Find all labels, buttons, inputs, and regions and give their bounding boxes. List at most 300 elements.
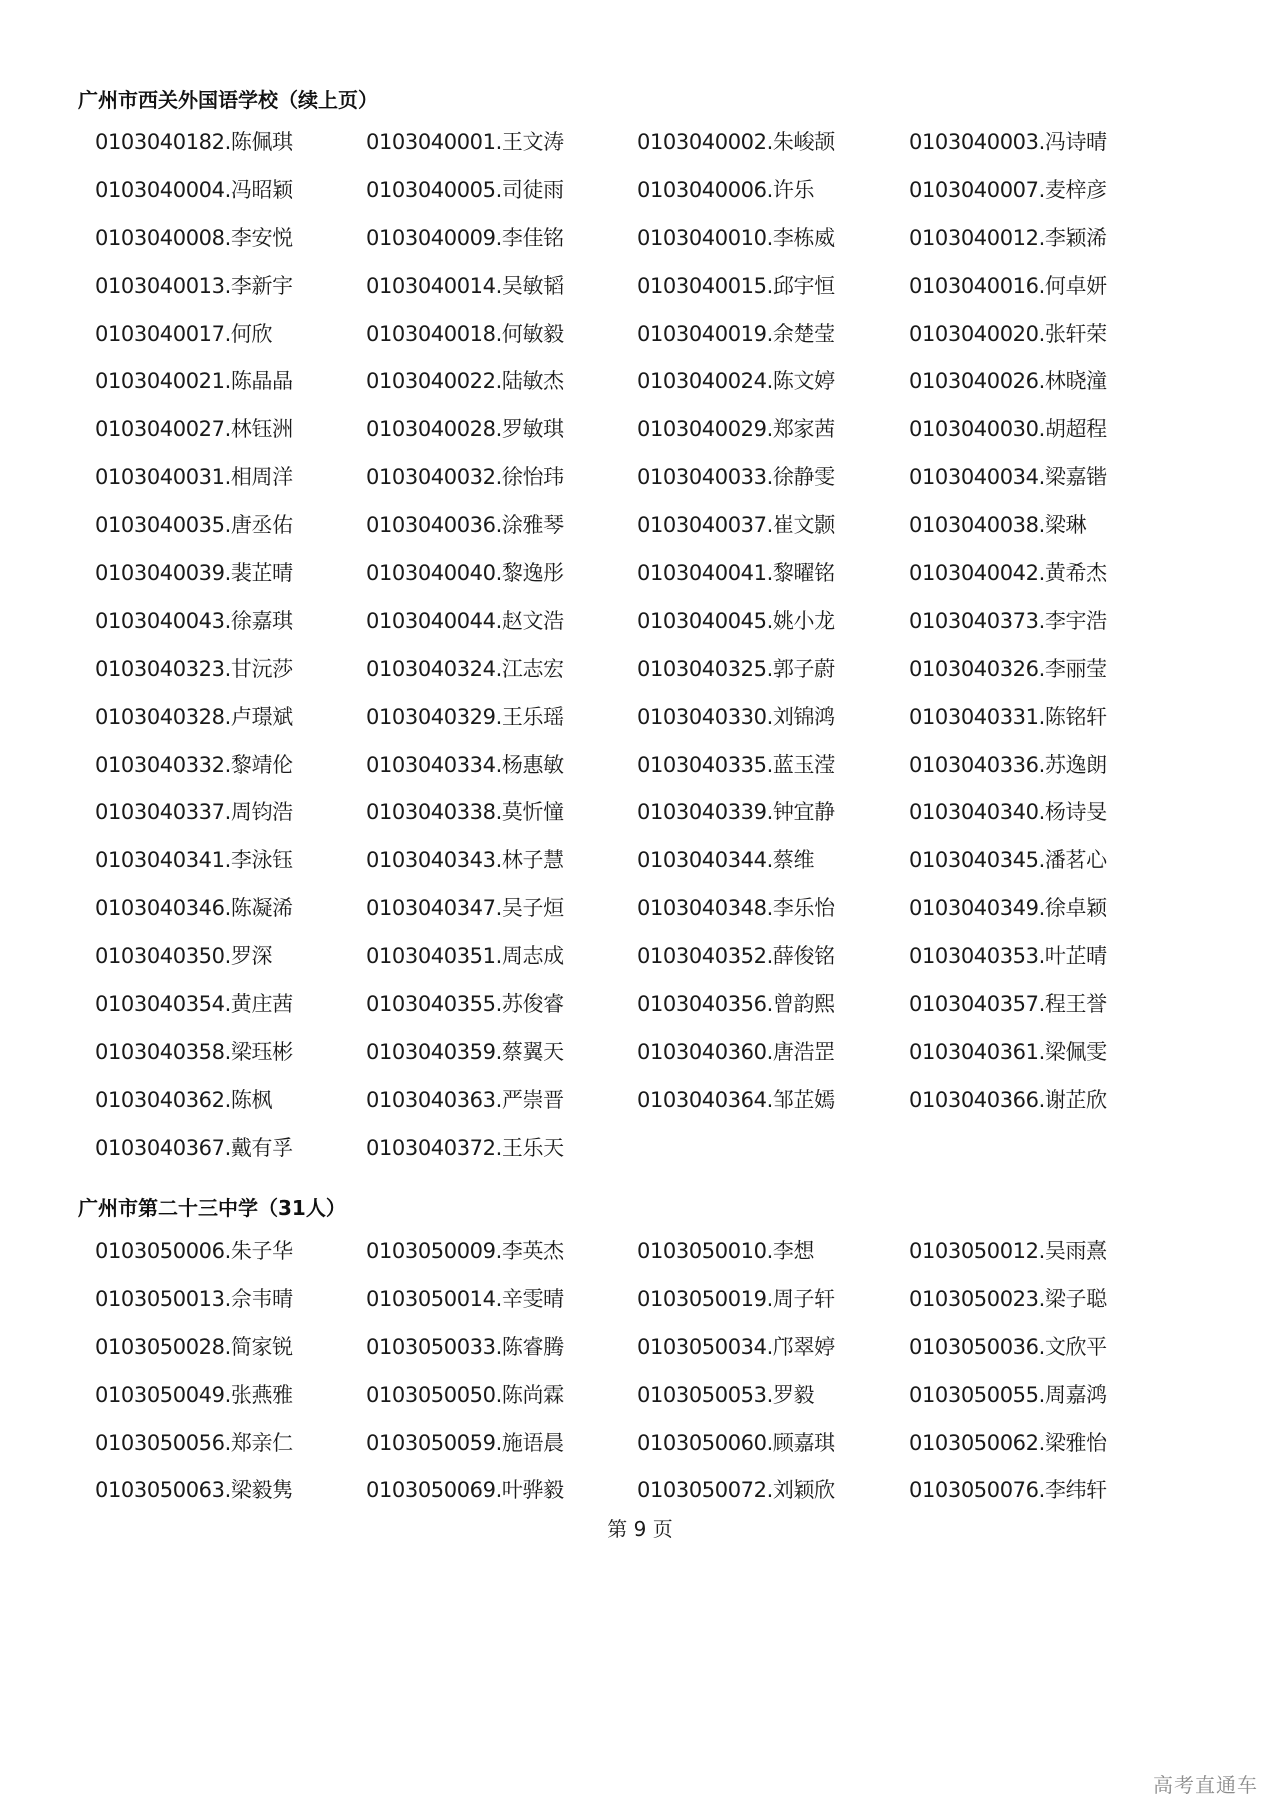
list-item [366,1037,637,1085]
student-id: 0103050010 [637,1239,767,1263]
separator-dot: . [766,992,773,1017]
list-item [95,175,366,223]
student-name: 陈睿腾 [501,1334,564,1359]
student-name: 罗毅 [772,1382,815,1407]
student-id: 0103040334 [366,752,496,777]
student-name: 谢芷欣 [1044,1087,1107,1112]
student-id: 0103050019 [637,1286,767,1311]
student-id: 0103040329 [366,704,496,729]
separator-dot: . [495,1135,502,1160]
student-name: 李宇浩 [1044,608,1107,633]
separator-dot: . [224,1430,231,1455]
student-name: 林钰洲 [230,417,293,442]
student-name: 陈佩琪 [230,130,293,154]
separator-dot: . [495,752,502,777]
separator-dot: . [224,321,231,346]
student-name: 何欣 [230,321,273,346]
student-name: 刘颖欣 [772,1478,835,1503]
list-item [95,750,366,798]
student-name: 杨惠敏 [501,752,564,777]
separator-dot: . [495,1478,502,1503]
separator-dot: . [495,417,502,442]
list-item [95,1037,366,1085]
separator-dot: . [766,1478,773,1503]
student-name: 刘锦鸿 [772,704,835,729]
student-id: 0103040044 [366,608,496,633]
separator-dot: . [766,800,773,825]
student-id: 0103040330 [637,704,767,729]
list-item [637,845,909,893]
student-name: 杨诗旻 [1044,800,1107,825]
student-id: 0103040021 [95,369,225,394]
separator-dot: . [766,1382,773,1407]
separator-dot: . [766,369,773,394]
list-item [909,414,1181,462]
page-number: 第 9 页 [607,1517,673,1541]
student-name: 徐嘉琪 [230,608,293,633]
student-id: 0103050033 [366,1334,496,1359]
student-name: 李丽莹 [1044,656,1107,681]
list-item [637,1284,909,1332]
list-item [366,462,637,510]
student-name: 周志成 [501,944,564,969]
separator-dot: . [224,177,231,202]
student-id: 0103040350 [95,944,225,969]
student-id: 0103040017 [95,321,225,346]
list-item [909,1332,1181,1380]
separator-dot: . [495,225,502,250]
student-name: 胡超程 [1044,417,1107,442]
student-id: 0103040351 [366,944,496,969]
student-id: 0103050059 [366,1430,496,1455]
list-item [909,1037,1181,1085]
student-name: 李颖浠 [1044,225,1107,250]
list-item [95,558,366,606]
student-name: 何卓妍 [1044,273,1107,298]
student-name: 梁珏彬 [230,1039,293,1064]
separator-dot: . [766,177,773,202]
separator-dot: . [495,608,502,633]
list-item [909,606,1181,654]
separator-dot: . [1038,321,1045,346]
separator-dot: . [495,992,502,1017]
list-item [366,127,637,175]
separator-dot: . [495,800,502,825]
list-item [95,1380,366,1428]
separator-dot: . [766,1286,773,1311]
list-item [95,893,366,941]
student-id: 0103040359 [366,1039,496,1064]
list-item [95,271,366,319]
student-name: 周钧浩 [230,800,293,825]
list-item [909,558,1181,606]
student-name: 严崇晋 [501,1087,564,1112]
student-name: 苏俊睿 [501,992,564,1017]
list-item [909,845,1181,893]
separator-dot: . [766,752,773,777]
list-item [366,223,637,271]
list-item [637,223,909,271]
student-name: 姚小龙 [772,608,835,633]
student-name: 徐卓颖 [1044,896,1107,921]
separator-dot: . [224,1135,231,1160]
separator-dot: . [224,417,231,442]
student-name: 薛俊铭 [772,944,835,969]
separator-dot: . [224,513,231,538]
separator-dot: . [1038,944,1045,969]
student-name: 蔡翼天 [501,1039,564,1064]
separator-dot: . [766,656,773,681]
student-id: 0103040362 [95,1087,225,1112]
student-name: 朱子华 [230,1239,293,1263]
list-item [637,654,909,702]
list-item [95,1085,366,1133]
separator-dot: . [766,848,773,873]
student-name: 陈文婷 [772,369,835,394]
student-id: 0103040042 [909,561,1039,586]
separator-dot: . [1038,273,1045,298]
student-name: 邱宇恒 [772,273,835,298]
separator-dot: . [766,465,773,490]
list-item [909,510,1181,558]
student-id: 0103040324 [366,656,496,681]
separator-dot: . [766,896,773,921]
student-id: 0103050076 [909,1478,1039,1503]
list-item [909,271,1181,319]
list-item [95,1332,366,1380]
list-item [637,462,909,510]
student-id: 0103040339 [637,800,767,825]
student-name: 莫忻憧 [501,800,564,825]
list-item [637,1380,909,1428]
separator-dot: . [766,1430,773,1455]
separator-dot: . [1038,465,1045,490]
separator-dot: . [1038,1478,1045,1503]
separator-dot: . [495,704,502,729]
student-name: 江志宏 [501,656,564,681]
separator-dot: . [1038,130,1045,154]
separator-dot: . [224,130,231,154]
student-id: 0103050055 [909,1382,1039,1407]
student-id: 0103040328 [95,704,225,729]
list-item [366,941,637,989]
separator-dot: . [495,321,502,346]
student-name: 黎曜铭 [772,561,835,586]
separator-dot: . [1038,656,1045,681]
student-id: 0103050028 [95,1334,225,1359]
list-item [637,797,909,845]
list-item [909,1380,1181,1428]
separator-dot: . [766,608,773,633]
student-id: 0103040326 [909,656,1039,681]
student-name: 李新宇 [230,273,293,298]
separator-dot: . [224,225,231,250]
separator-dot: . [1038,1334,1045,1359]
separator-dot: . [224,704,231,729]
student-name: 叶骅毅 [501,1478,564,1503]
list-item [95,941,366,989]
student-name: 涂雅琴 [501,513,564,538]
student-id: 0103040034 [909,465,1039,490]
separator-dot: . [224,561,231,586]
student-name: 陈尚霖 [501,1382,564,1407]
student-name: 陈枫 [230,1087,273,1112]
student-name: 梁雅怡 [1044,1430,1107,1455]
student-id: 0103040001 [366,130,496,154]
section-heading-xiguan-foreign-language-school: 广州市西关外国语学校（续上页） [78,88,378,112]
list-item [637,175,909,223]
student-id: 0103040032 [366,465,496,490]
student-name: 张轩荣 [1044,321,1107,346]
list-item [909,989,1181,1037]
student-name: 张燕雅 [230,1382,293,1407]
student-id: 0103050056 [95,1430,225,1455]
separator-dot: . [224,1478,231,1503]
separator-dot: . [224,1286,231,1311]
student-id: 0103040024 [637,369,767,394]
student-id: 0103040335 [637,752,767,777]
student-name: 周子轩 [772,1286,835,1311]
list-item [366,1133,637,1181]
list-item [909,1085,1181,1133]
list-item [95,366,366,414]
separator-dot: . [1038,704,1045,729]
student-name: 裴芷晴 [230,561,293,586]
student-name: 邹芷嫣 [772,1087,835,1112]
list-item [366,1332,637,1380]
student-name: 蔡维 [772,848,815,873]
student-name: 司徒雨 [501,177,564,202]
student-name: 黄庄茜 [230,992,293,1017]
student-name: 余楚莹 [772,321,835,346]
separator-dot: . [766,1039,773,1064]
separator-dot: . [766,561,773,586]
student-id: 0103040018 [366,321,496,346]
separator-dot: . [495,1430,502,1455]
list-item [95,797,366,845]
student-id: 0103040010 [637,225,767,250]
separator-dot: . [224,273,231,298]
separator-dot: . [1038,896,1045,921]
list-item [366,1085,637,1133]
student-id: 0103040355 [366,992,496,1017]
student-id: 0103050034 [637,1334,767,1359]
separator-dot: . [766,273,773,298]
separator-dot: . [495,1334,502,1359]
list-item [366,366,637,414]
list-item [366,271,637,319]
student-name: 蓝玉滢 [772,752,835,777]
student-name: 罗敏琪 [501,417,564,442]
separator-dot: . [224,800,231,825]
student-id: 0103040022 [366,369,496,394]
student-id: 0103040014 [366,273,496,298]
list-item [366,845,637,893]
student-id: 0103040041 [637,561,767,586]
student-name: 陈凝浠 [230,896,293,921]
student-id: 0103040358 [95,1039,225,1064]
separator-dot: . [1038,513,1045,538]
separator-dot: . [1038,561,1045,586]
student-id: 0103040030 [909,417,1039,442]
student-id: 0103050049 [95,1382,225,1407]
separator-dot: . [224,1239,231,1263]
list-item [637,127,909,175]
student-name: 吴雨熹 [1044,1239,1107,1263]
separator-dot: . [766,513,773,538]
separator-dot: . [495,1286,502,1311]
student-id: 0103050006 [95,1239,225,1263]
student-name: 邝翠婷 [772,1334,835,1359]
list-item [366,989,637,1037]
separator-dot: . [1038,225,1045,250]
list-item [637,319,909,367]
list-item [366,175,637,223]
student-id: 0103040040 [366,561,496,586]
student-id: 0103040345 [909,848,1039,873]
student-id: 0103040003 [909,130,1039,154]
student-name: 周嘉鸿 [1044,1382,1107,1407]
separator-dot: . [766,1087,773,1112]
list-item [909,223,1181,271]
student-name: 李乐怡 [772,896,835,921]
student-id: 0103050053 [637,1382,767,1407]
separator-dot: . [1038,848,1045,873]
list-item [637,1037,909,1085]
list-item [366,319,637,367]
list-item [909,1236,1181,1284]
student-id: 0103050012 [909,1239,1039,1263]
student-name: 唐丞佑 [230,513,293,538]
student-name: 陈晶晶 [230,369,293,394]
student-name: 李纬轩 [1044,1478,1107,1503]
student-name: 黎靖伦 [230,752,293,777]
student-id: 0103040337 [95,800,225,825]
student-id: 0103040325 [637,656,767,681]
student-id: 0103050036 [909,1334,1039,1359]
list-item [909,893,1181,941]
student-name: 李英杰 [501,1239,564,1263]
separator-dot: . [224,752,231,777]
student-name: 郑家茜 [772,417,835,442]
list-item [95,414,366,462]
separator-dot: . [495,513,502,538]
separator-dot: . [495,1087,502,1112]
list-item [909,1428,1181,1476]
student-id: 0103040027 [95,417,225,442]
student-id: 0103040009 [366,225,496,250]
separator-dot: . [224,1382,231,1407]
list-item [95,845,366,893]
separator-dot: . [1038,992,1045,1017]
student-name: 王乐瑶 [501,704,564,729]
separator-dot: . [495,273,502,298]
student-id: 0103040013 [95,273,225,298]
list-item [637,750,909,798]
student-id: 0103040002 [637,130,767,154]
student-name: 唐浩罡 [772,1039,835,1064]
student-id: 0103040331 [909,704,1039,729]
list-item [95,319,366,367]
list-item [95,1236,366,1284]
student-id: 0103040349 [909,896,1039,921]
student-id: 0103040352 [637,944,767,969]
student-id: 0103040363 [366,1087,496,1112]
separator-dot: . [224,944,231,969]
list-item [637,702,909,750]
student-list-xiguan [95,127,1181,1181]
student-name: 叶芷晴 [1044,944,1107,969]
student-id: 0103040043 [95,608,225,633]
list-item [366,797,637,845]
student-id: 0103040366 [909,1087,1039,1112]
list-item [909,462,1181,510]
student-name: 郑亲仁 [230,1430,293,1455]
student-name: 戴有孚 [230,1135,293,1160]
student-name: 李栋威 [772,225,835,250]
student-id: 0103040008 [95,225,225,250]
student-id: 0103040356 [637,992,767,1017]
student-id: 0103050013 [95,1286,225,1311]
student-name: 何敏毅 [501,321,564,346]
student-name: 顾嘉琪 [772,1430,835,1455]
separator-dot: . [224,369,231,394]
separator-dot: . [495,177,502,202]
student-id: 0103040019 [637,321,767,346]
list-item [366,654,637,702]
separator-dot: . [1038,1382,1045,1407]
student-id: 0103040012 [909,225,1039,250]
list-item [909,366,1181,414]
student-id: 0103040182 [95,130,225,154]
student-name: 梁佩雯 [1044,1039,1107,1064]
list-item [909,175,1181,223]
list-item [637,1428,909,1476]
list-item [95,654,366,702]
separator-dot: . [766,130,773,154]
student-name: 吴子烜 [501,896,564,921]
list-item [366,414,637,462]
student-id: 0103040372 [366,1135,496,1160]
separator-dot: . [766,321,773,346]
list-item [637,893,909,941]
list-item [366,558,637,606]
list-item [95,223,366,271]
student-name: 赵文浩 [501,608,564,633]
list-item [909,654,1181,702]
separator-dot: . [766,1334,773,1359]
separator-dot: . [495,848,502,873]
student-id: 0103040028 [366,417,496,442]
separator-dot: . [1038,608,1045,633]
student-id: 0103040038 [909,513,1039,538]
student-id: 0103040338 [366,800,496,825]
list-item [366,510,637,558]
student-id: 0103040045 [637,608,767,633]
student-id: 0103040332 [95,752,225,777]
separator-dot: . [495,1382,502,1407]
student-id: 0103040348 [637,896,767,921]
student-name: 梁琳 [1044,513,1087,538]
separator-dot: . [766,944,773,969]
student-id: 0103050062 [909,1430,1039,1455]
list-item [909,797,1181,845]
student-id: 0103040340 [909,800,1039,825]
student-id: 0103040037 [637,513,767,538]
separator-dot: . [224,992,231,1017]
list-item [366,1428,637,1476]
student-id: 0103050050 [366,1382,496,1407]
